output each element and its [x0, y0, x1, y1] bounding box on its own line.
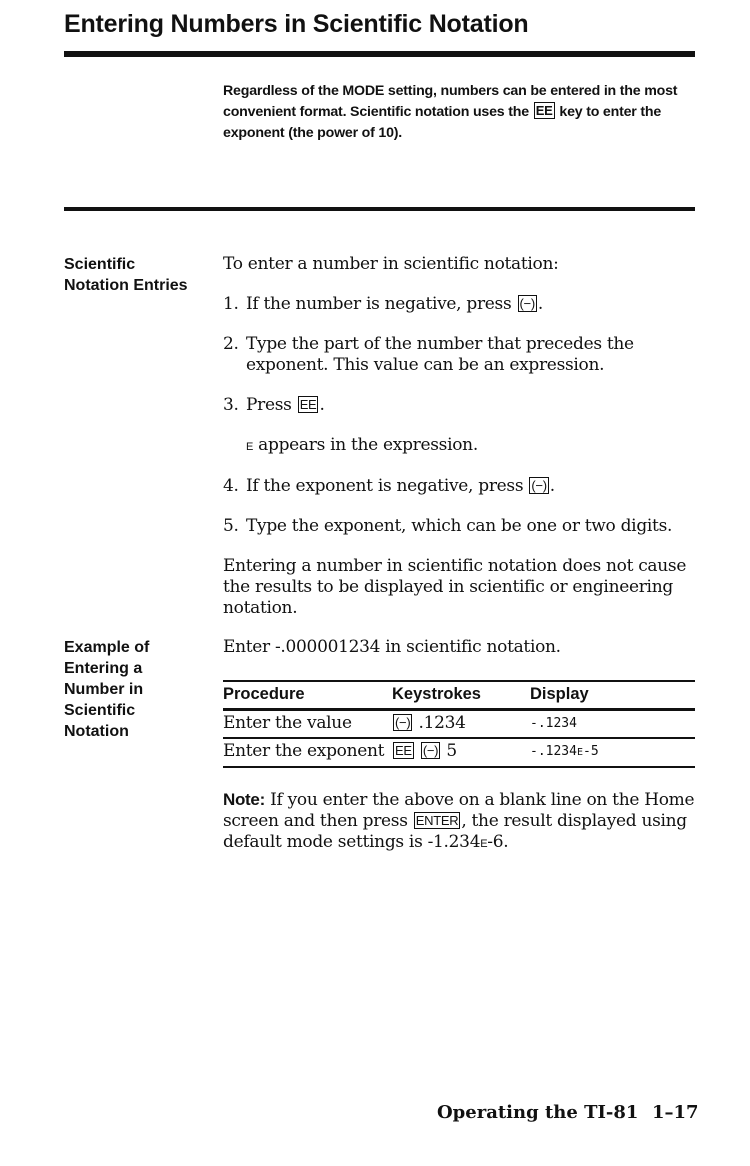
- step-3-note: [246, 435, 478, 458]
- closing-line: Entering a number in scientific notation does not cause: [223, 556, 687, 576]
- keystroke-digits: .1234: [418, 713, 466, 733]
- step-text: Press: [246, 395, 292, 415]
- note-line: screen and then press: [223, 811, 408, 831]
- table-top-rule: [223, 680, 695, 682]
- negative-key: (−): [519, 296, 535, 311]
- step-number: 4.: [223, 476, 239, 496]
- note-line: , the result displayed using: [461, 811, 687, 831]
- table-header-display: Display: [530, 685, 589, 703]
- step-text: Type the exponent, which can be one or two digits.: [246, 516, 673, 536]
- section-label-scientific-notation-entries: [64, 254, 188, 296]
- step-number: 3.: [223, 395, 239, 415]
- negative-key: (−): [395, 715, 411, 730]
- closing-line: the results to be displayed in scientific or engineering: [223, 577, 673, 597]
- note-line: default mode settings is -1.234: [223, 832, 481, 852]
- section-label-example: [64, 637, 149, 742]
- negative-key: (−): [422, 743, 439, 758]
- ee-key: EE: [535, 103, 553, 118]
- step-3: [223, 395, 325, 416]
- table-header-procedure: Procedure: [223, 685, 305, 703]
- section1-lead: To enter a number in scientific notation:: [223, 254, 559, 274]
- step-text: exponent. This value can be an expression.: [246, 355, 605, 375]
- step-number: 1.: [223, 294, 239, 314]
- section-label-line: Scientific: [64, 702, 136, 719]
- intro-paragraph: [223, 81, 698, 144]
- intro-text: Regardless of the MODE setting, numbers can be entered in the most convenient format. Scientific notation uses the: [223, 83, 678, 120]
- keystroke-digits: 5: [446, 741, 457, 761]
- section-label-line: Number in: [64, 681, 144, 698]
- section-label-line: Notation: [64, 723, 129, 740]
- step-1: [223, 294, 543, 315]
- negative-key: (−): [531, 478, 547, 493]
- table-cell-keystrokes: [392, 741, 457, 761]
- step-punct: .: [319, 395, 325, 415]
- e-symbol: E: [480, 838, 488, 850]
- table-cell-procedure: Enter the exponent: [223, 741, 385, 761]
- note-paragraph: [223, 789, 694, 855]
- footer-manual-title: Operating the TI-81: [437, 1102, 639, 1123]
- intro-text-end: key to enter the exponent (the power of 10).: [223, 104, 662, 141]
- section-label-line: Example of: [64, 639, 150, 656]
- e-symbol: E: [246, 441, 254, 453]
- ee-key: EE: [299, 397, 317, 412]
- section-label-line: Entering a: [64, 660, 143, 677]
- section2-lead: Enter -.000001234 in scientific notation.: [223, 637, 561, 657]
- title-divider: [64, 51, 695, 57]
- step-note-text: appears in the expression.: [258, 435, 478, 455]
- step-5: [223, 516, 672, 537]
- section-label-line: Notation Entries: [64, 277, 188, 294]
- step-punct: .: [549, 476, 555, 496]
- closing-line: notation.: [223, 598, 298, 618]
- e-symbol: E: [576, 747, 583, 758]
- table-header-rule: [223, 708, 695, 711]
- table-cell-display: -.1234: [530, 716, 577, 731]
- table-cell-display: [530, 744, 599, 759]
- note-line: If you enter the above on a blank line on the Home: [270, 790, 695, 810]
- table-bottom-rule: [223, 766, 695, 768]
- step-number: 2.: [223, 334, 239, 354]
- section1-closing: [223, 556, 686, 619]
- table-cell-keystrokes: [392, 713, 466, 733]
- enter-key: ENTER: [415, 813, 459, 828]
- note-line: -6.: [487, 832, 509, 852]
- step-text: If the exponent is negative, press: [246, 476, 524, 496]
- step-4: [223, 476, 555, 497]
- ee-key: EE: [395, 743, 412, 758]
- display-mantissa: -.1234: [530, 744, 577, 759]
- note-label: Note:: [223, 790, 265, 809]
- footer-page-number: 1–17: [652, 1102, 699, 1123]
- table-row-rule: [223, 737, 695, 739]
- display-exponent: -5: [583, 744, 599, 759]
- section-divider: [64, 207, 695, 211]
- step-text: Type the part of the number that precedes the: [246, 334, 634, 354]
- step-text: If the number is negative, press: [246, 294, 512, 314]
- page-title: Entering Numbers in Scientific Notation: [64, 10, 529, 38]
- section-label-line: Scientific: [64, 256, 136, 273]
- step-2: [223, 334, 634, 376]
- step-number: 5.: [223, 516, 239, 536]
- table-cell-procedure: Enter the value: [223, 713, 352, 733]
- table-header-keystrokes: Keystrokes: [392, 685, 481, 703]
- step-punct: .: [537, 294, 543, 314]
